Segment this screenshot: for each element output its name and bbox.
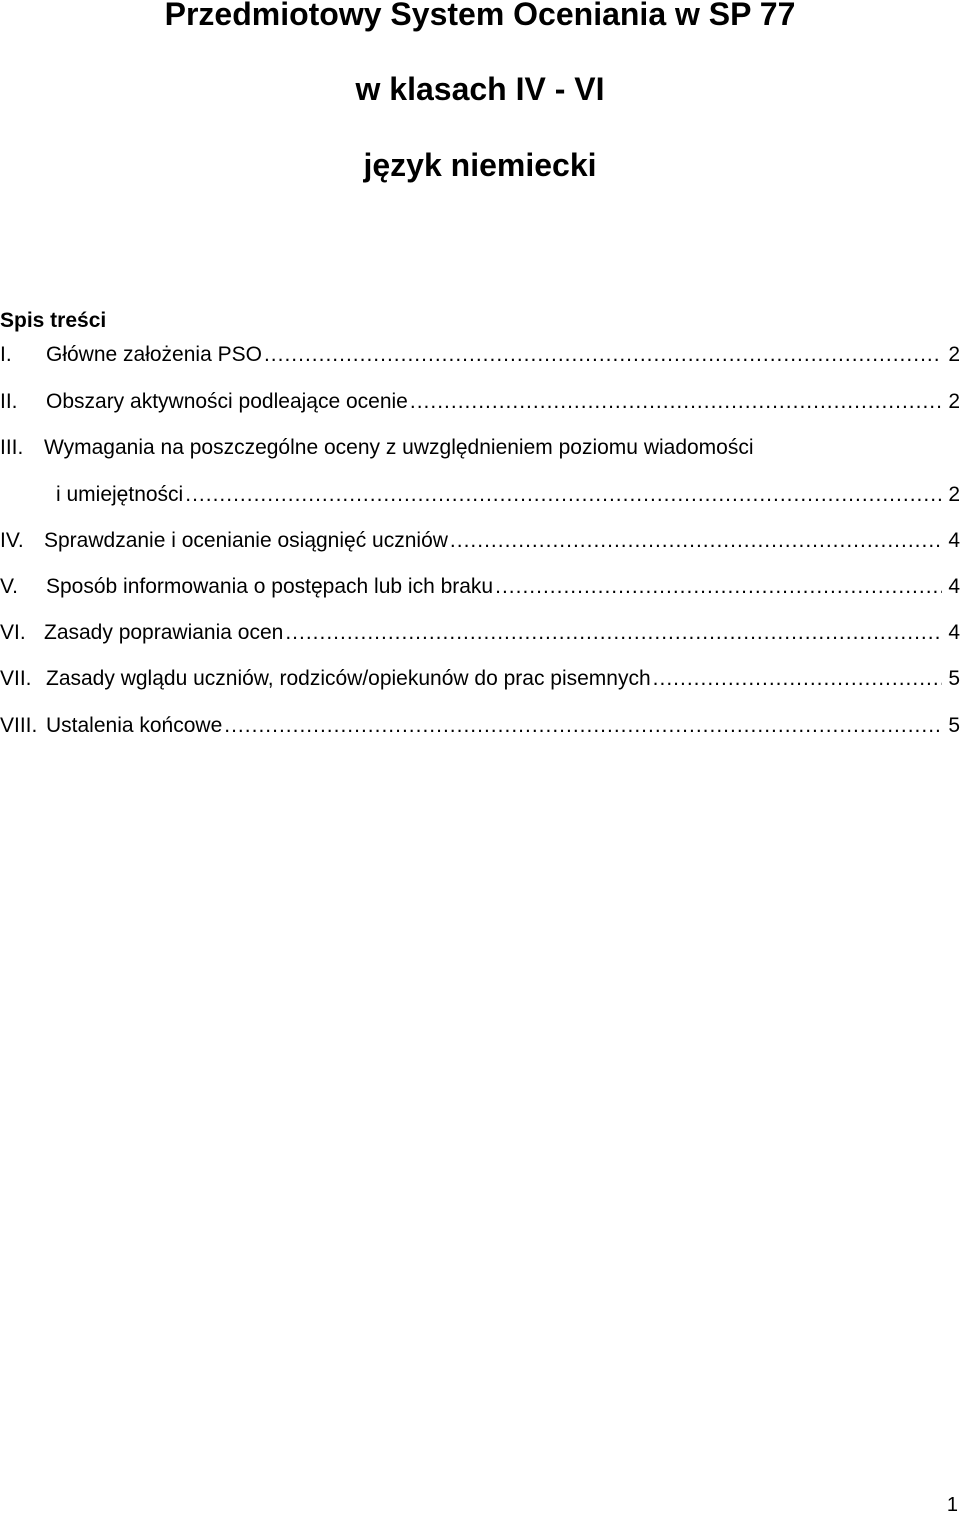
toc-entry-number: VII. (0, 667, 32, 690)
document-subtitle-subject: język niemiecki (363, 147, 597, 183)
toc-entry-3-continuation[interactable] (0, 481, 960, 509)
toc-entry-number: V. (0, 575, 18, 598)
toc-entry-number: II. (0, 390, 18, 413)
toc-entry-number: I. (0, 343, 12, 366)
toc-entry-3[interactable] (0, 434, 960, 462)
toc-entry-8[interactable] (0, 712, 960, 740)
toc-entry-label-continuation: i umiejętności (56, 483, 184, 506)
toc-entry-page: 5 (942, 665, 960, 693)
page-number: 1 (946, 1494, 958, 1516)
toc-entry-number: IV. (0, 529, 24, 552)
toc-entry-label: Zasady poprawiania ocen (44, 621, 284, 644)
toc-entry-label: Obszary aktywności podleające ocenie (46, 390, 408, 413)
toc-entry-page: 2 (942, 341, 960, 369)
toc-entry-label: Zasady wglądu uczniów, rodziców/opiekunów do prac pisemnych (46, 667, 651, 690)
toc-entry-page: 4 (942, 527, 960, 555)
toc-entry-page: 4 (942, 573, 960, 601)
toc-entry-6[interactable] (0, 619, 960, 647)
toc-entry-page: 5 (942, 712, 960, 740)
toc-entry-7[interactable] (0, 665, 960, 693)
toc-entry-number: III. (0, 436, 24, 459)
document-subtitle-grades: w klasach IV - VI (355, 71, 605, 107)
toc-entry-page: 4 (942, 619, 960, 647)
toc-entry-1[interactable] (0, 341, 960, 369)
toc-entry-label: Sprawdzanie i ocenianie osiągnięć uczniów (44, 529, 448, 552)
toc-entry-label: Wymagania na poszczególne oceny z uwzględnieniem poziomu wiadomości (44, 436, 754, 459)
toc-entry-label: Sposób informowania o postępach lub ich braku (46, 575, 494, 598)
toc-entry-label: Główne założenia PSO (46, 343, 262, 366)
toc-entry-page: 2 (942, 388, 960, 416)
toc-entry-number: VIII. (0, 714, 38, 737)
toc-entry-2[interactable] (0, 388, 960, 416)
toc-entry-label: Ustalenia końcowe (46, 714, 223, 737)
toc-entry-page: 2 (942, 481, 960, 509)
document-title: Przedmiotowy System Oceniania w SP 77 (164, 0, 796, 32)
toc-entry-4[interactable] (0, 527, 960, 555)
toc-heading: Spis treści (0, 309, 107, 332)
toc-entry-5[interactable] (0, 573, 960, 601)
toc-entry-number: VI. (0, 621, 26, 644)
